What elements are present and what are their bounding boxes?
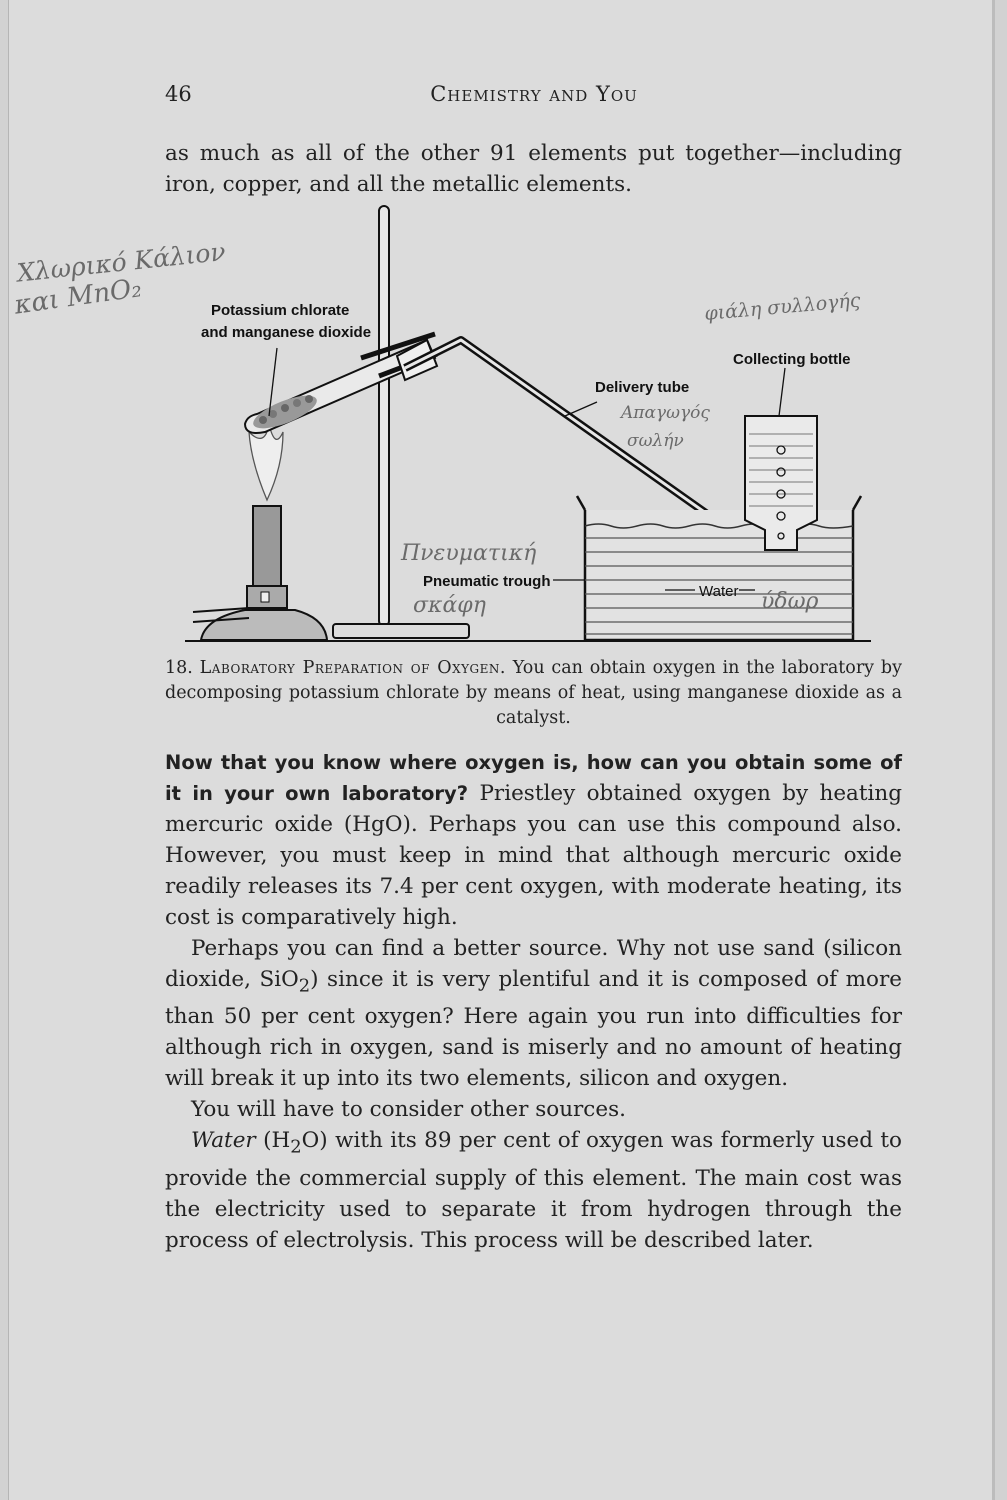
label-delivery-tube: Delivery tube <box>595 379 690 396</box>
intro-text: as much as all of the other 91 elements put together—including iron, copper, and all the metallic elements. <box>165 141 902 197</box>
apparatus-drawing <box>12 200 905 650</box>
running-title: Chemistry and You <box>430 82 638 106</box>
caption-number: 18. <box>165 658 193 678</box>
paragraph-4-formula-a: (H <box>255 1128 291 1154</box>
paragraph-2-sub: 2 <box>298 975 311 997</box>
bunsen-burner <box>193 424 327 640</box>
question-heading: Now that you know where oxygen is, how can you obtain some of it in your own laboratory? <box>165 751 902 805</box>
paragraph-2 <box>165 933 902 1094</box>
handwriting-tube-2: σωλήν <box>627 431 684 451</box>
handwriting-tube-1: Απαγωγός <box>621 403 710 423</box>
body-text <box>165 747 902 1256</box>
figure-oxygen-apparatus <box>12 200 905 650</box>
label-water: Water <box>699 583 739 600</box>
paragraph-1-text: Priestley obtained oxygen by heating mercuric oxide (HgO). Perhaps you can use this compound also. However, you must keep in mind that although mercuric oxide readily releases its 7.4 per cent oxygen, with moderate heating, its cost is comparatively high. <box>165 781 903 930</box>
caption-text: You can obtain oxygen in the laboratory by decomposing potassium chlorate by means of heat, using manganese dioxide as a catalyst. <box>165 658 902 728</box>
page-header <box>165 82 903 112</box>
paragraph-2-a: Perhaps you can find a better source. Why not use sand (silicon dioxide, SiO <box>165 936 902 992</box>
paragraph-1 <box>165 747 902 933</box>
label-pneumatic-trough: Pneumatic trough <box>423 573 551 590</box>
paragraph-4-sub: 2 <box>290 1136 302 1158</box>
handwriting-trough-2: σκάφη <box>413 593 486 618</box>
label-collecting-bottle: Collecting bottle <box>733 351 851 368</box>
paragraph-2-b: ) since it is very plentiful and it is composed of more than 50 per cent oxygen? Here again you run into difficulties for although rich in oxygen, sand is miserly and no amount of heating will break it up into its two elements, silicon and oxygen. <box>165 967 902 1092</box>
handwriting-water: ύδωρ <box>761 589 819 614</box>
paragraph-4-water: Water <box>191 1128 256 1154</box>
paragraph-3: You will have to consider other sources. <box>191 1097 626 1123</box>
handwriting-reagent-1: Χλωρικό Κάλιον <box>15 236 227 288</box>
handwriting-bottle: φιάλη συλλογής <box>703 289 862 325</box>
caption-title: Laboratory Preparation of Oxygen. <box>199 658 506 678</box>
figure-caption <box>165 656 902 731</box>
handwriting-trough-1: Πνευματική <box>401 541 537 566</box>
paragraph-4 <box>165 1125 902 1255</box>
handwriting-reagent-2: και MnO₂ <box>12 273 144 321</box>
paragraph-4-text: with its 89 per cent of oxygen was formerly used to provide the commercial supply of this element. The main cost was the electricity used to separate it from hydrogen through the process of electrolysis. This process will be described later. <box>165 1128 902 1253</box>
label-reagent-line1: Potassium chlorate <box>211 302 350 319</box>
paragraph-4-formula-b: O) <box>301 1128 328 1154</box>
label-reagent-line2: and manganese dioxide <box>201 324 372 341</box>
page-number: 46 <box>165 82 192 106</box>
intro-paragraph <box>165 138 902 200</box>
